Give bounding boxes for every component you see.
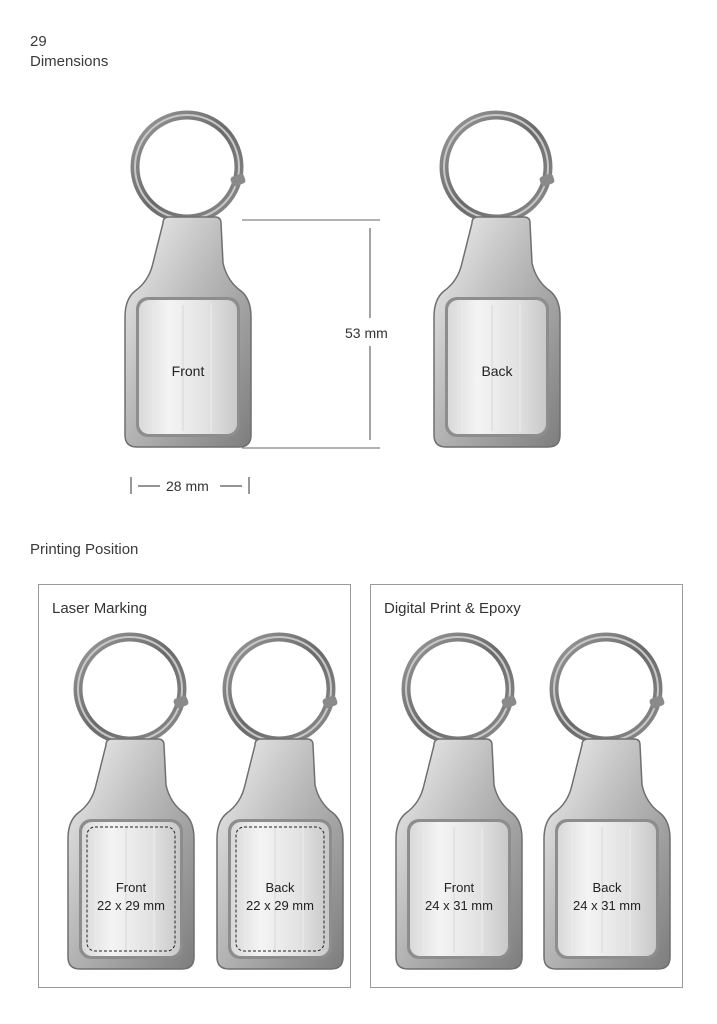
panel-digital-print-epoxy	[370, 584, 683, 988]
print-size-label: 24 x 31 mm	[425, 898, 493, 913]
print-area-outline	[215, 627, 345, 972]
height-dimension-label: 53 mm	[345, 325, 388, 341]
print-side-label: Front	[443, 880, 475, 895]
keychain-epoxy-front	[394, 627, 524, 972]
back-label: Back	[481, 363, 513, 379]
print-side-label: Back	[592, 880, 622, 895]
print-side-label: Back	[265, 880, 295, 895]
print-size-label: 22 x 29 mm	[97, 898, 165, 913]
front-label: Front	[171, 363, 205, 379]
keychain-laser-back	[215, 627, 345, 972]
panel-title: Digital Print & Epoxy	[384, 600, 521, 617]
print-size-label: 24 x 31 mm	[573, 898, 641, 913]
panel-title: Laser Marking	[52, 600, 148, 617]
section-title-printing-position: Printing Position	[30, 541, 139, 558]
keychain-laser-front	[66, 627, 196, 972]
print-size-label: 22 x 29 mm	[246, 898, 314, 913]
keychain-epoxy-back	[542, 627, 672, 972]
panel-laser-marking	[38, 584, 351, 988]
print-side-label: Front	[115, 880, 147, 895]
print-area-outline	[66, 627, 196, 972]
page-number: 29	[30, 33, 47, 50]
width-dimension-label: 28 mm	[166, 478, 209, 494]
section-title-dimensions: Dimensions	[30, 53, 109, 70]
